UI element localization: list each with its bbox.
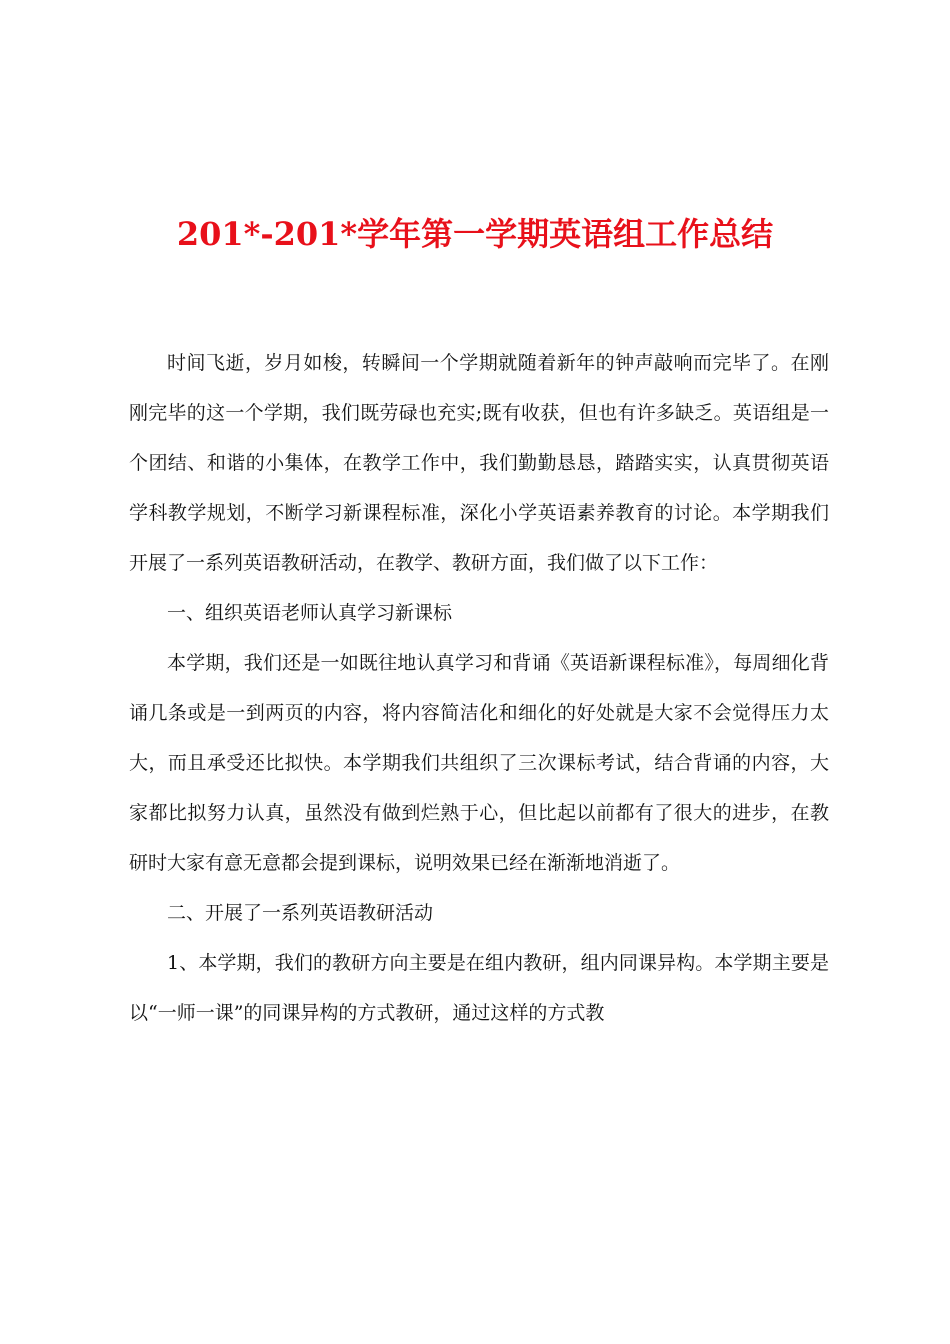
section-heading-2: 二、开展了一系列英语教研活动 xyxy=(167,902,434,924)
intro-paragraph: 时间飞逝，岁月如梭，转瞬间一个学期就随着新年的钟声敲响而完毕了。在刚刚完毕的这一个学期，我们既劳碌也充实;既有收获，但也有许多缺乏。英语组是一个团结、和谐的小集体，在教学工作中，我们勤勤恳恳，踏踏实实，认真贯彻英语学科教学规划，不断学习新课程标准，深化小学英语素养教育的讨论。本学期我们开展了一系列英语教研活动，在教学、教研方面，我们做了以下工作： xyxy=(129,352,829,574)
section-2-paragraph: 1、本学期，我们的教研方向主要是在组内教研，组内同课异构。本学期主要是以“一师一课”的同课异构的方式教研，通过这样的方式教 xyxy=(129,952,829,1024)
document-body xyxy=(129,338,829,1038)
section-1-paragraph: 本学期，我们还是一如既往地认真学习和背诵《英语新课程标准》，每周细化背诵几条或是一到两页的内容，将内容简洁化和细化的好处就是大家不会觉得压力太大，而且承受还比拟快。本学期我们共组织了三次课标考试，结合背诵的内容，大家都比拟努力认真，虽然没有做到烂熟于心，但比起以前都有了很大的进步，在教研时大家有意无意都会提到课标，说明效果已经在渐渐地消逝了。 xyxy=(129,652,829,874)
section-heading-1: 一、组织英语老师认真学习新课标 xyxy=(167,602,453,624)
document-title: 201*-201*学年第一学期英语组工作总结 xyxy=(176,215,774,253)
